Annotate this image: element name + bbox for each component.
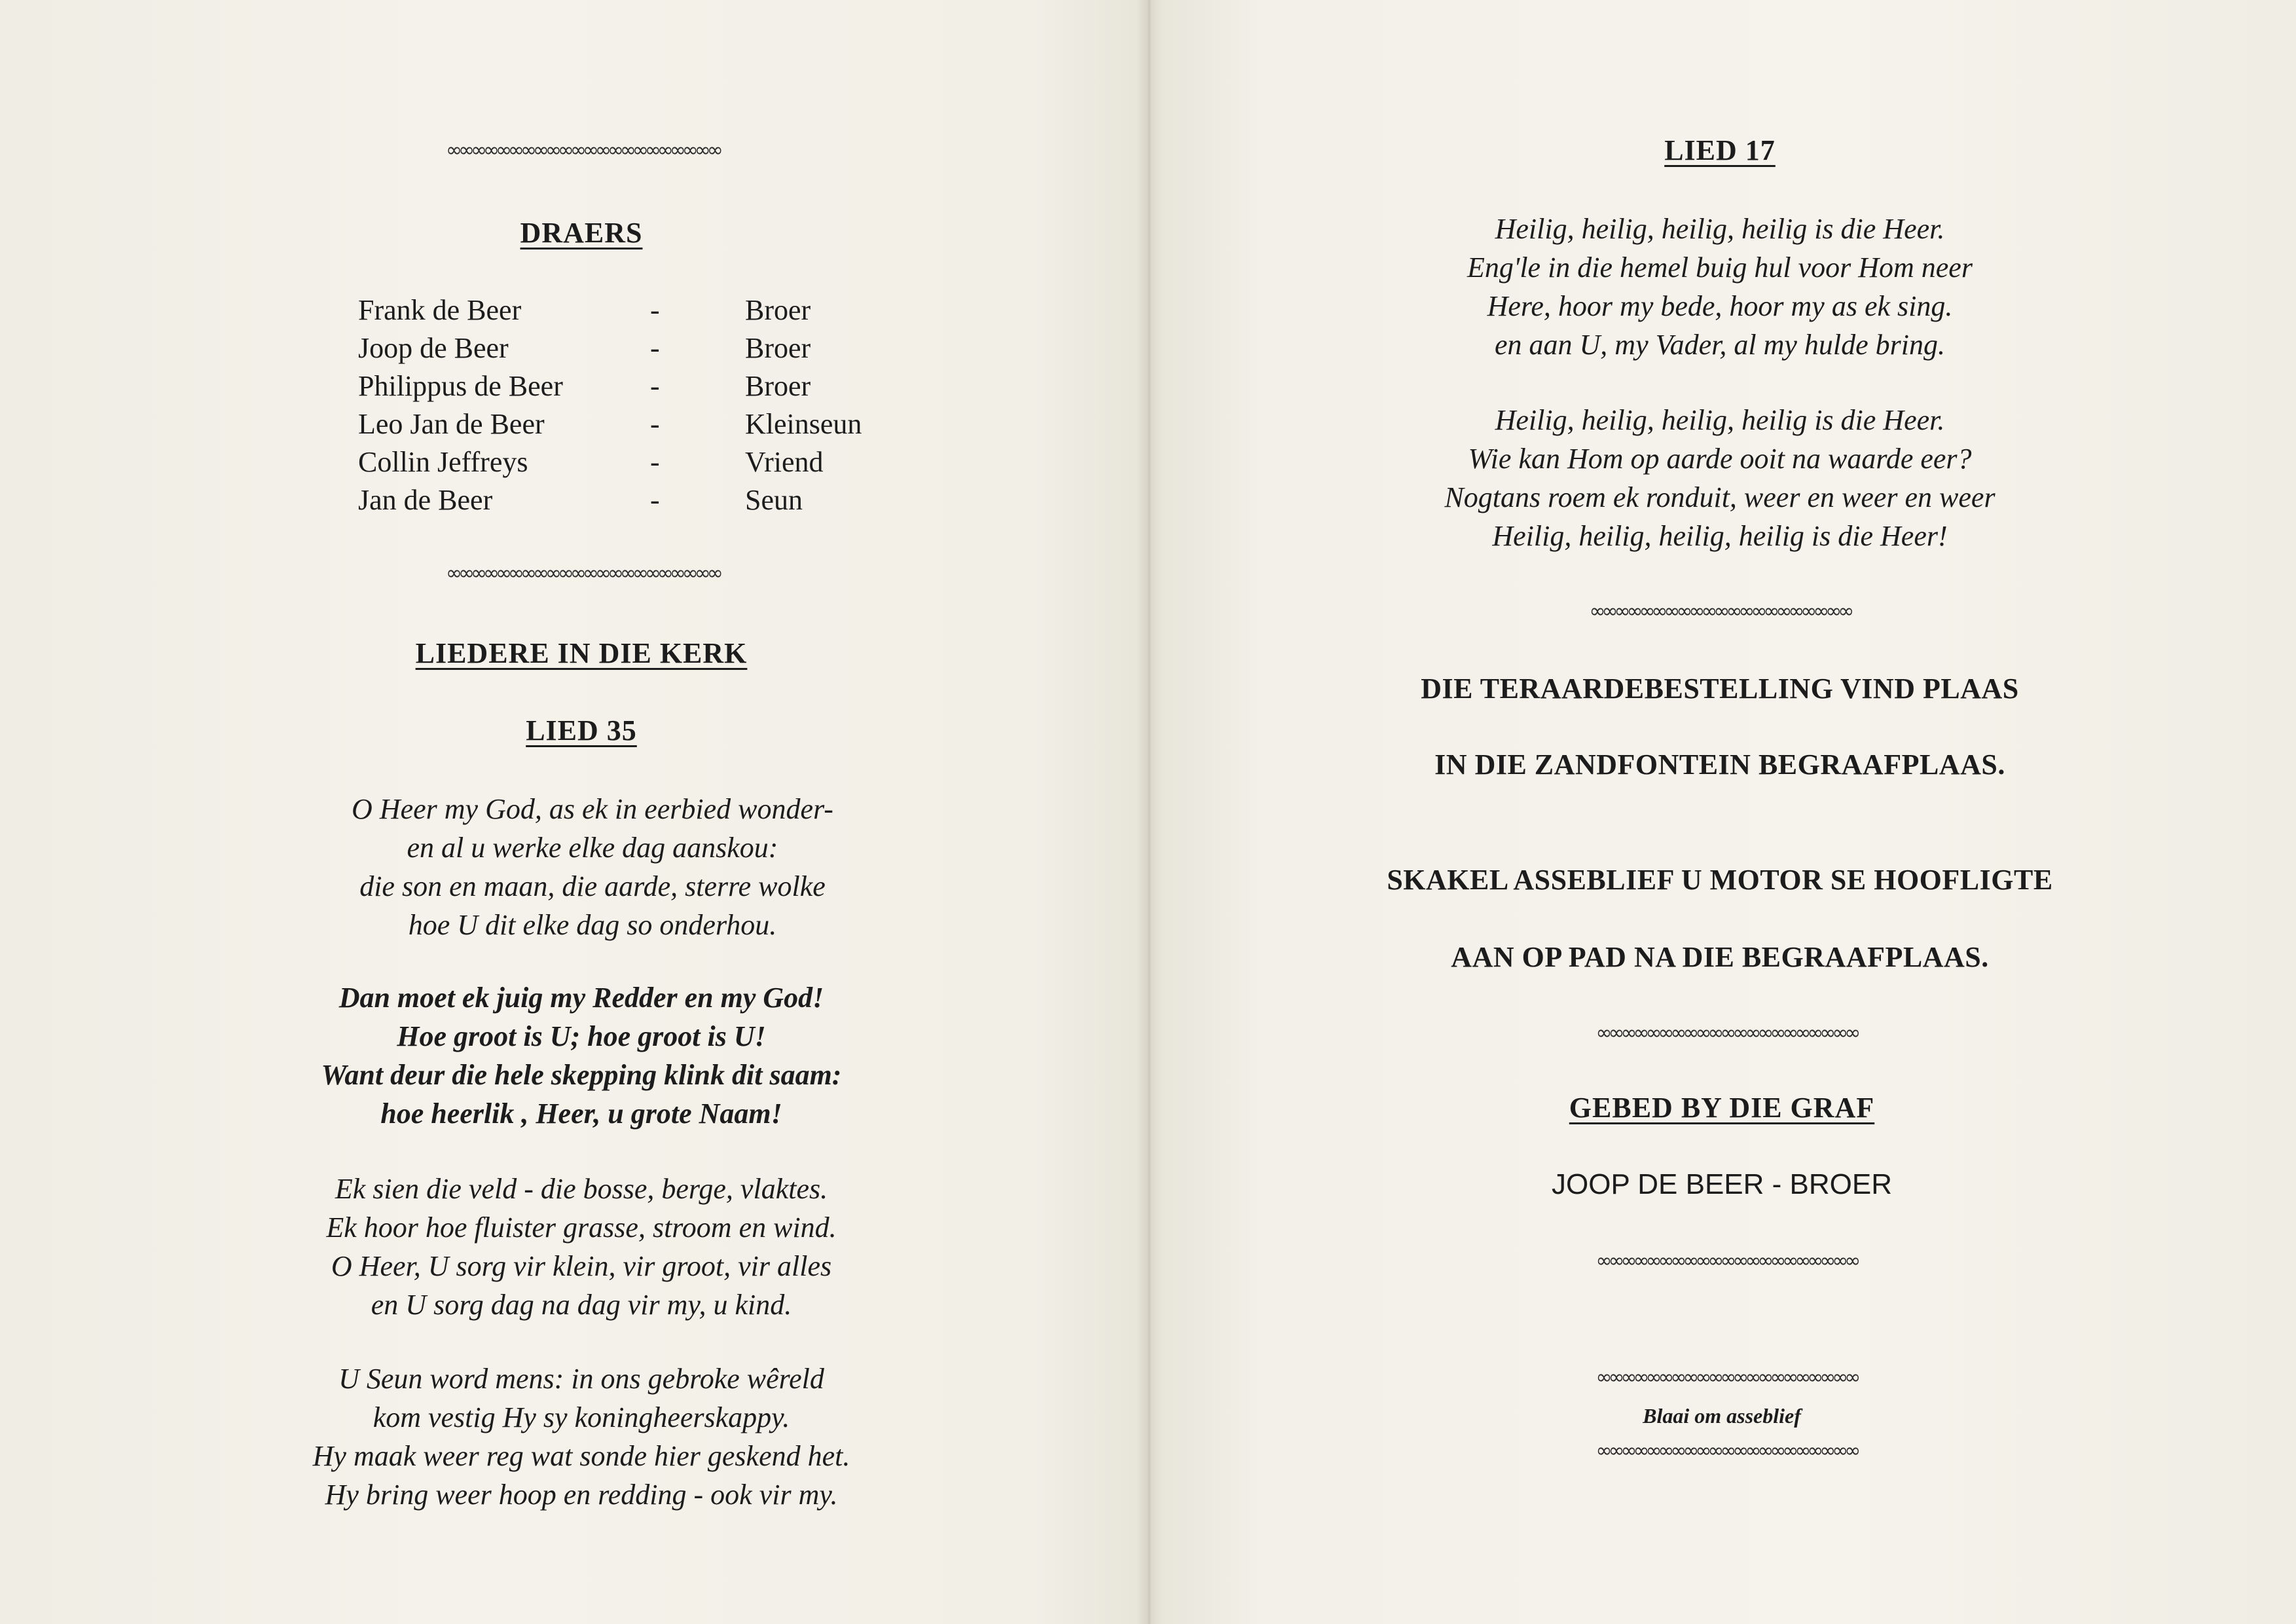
lied-17-verse-1	[1467, 210, 1973, 364]
bearer-dash: -	[650, 484, 660, 516]
turn-over-note: Blaai om asseblief	[1643, 1404, 1801, 1428]
right-page	[1152, 0, 2296, 1624]
bearer-name: Jan de Beer	[358, 484, 493, 516]
bearer-relation: Broer	[745, 294, 811, 326]
verse-line: Ek hoor hoe fluister grasse, stroom en wind.	[326, 1211, 837, 1244]
lied-17-heading: LIED 17	[1664, 134, 1776, 166]
lied-35-verse-2	[326, 1170, 836, 1324]
bearer-name: Frank de Beer	[358, 294, 522, 326]
verse-line: O Heer my God, as ek in eerbied wonder-	[352, 793, 833, 825]
verse-line: Hy bring weer hoop en redding - ook vir my.	[325, 1479, 838, 1511]
verse-line: en aan U, my Vader, al my hulde bring.	[1494, 329, 1946, 361]
bearer-name: Philippus de Beer	[358, 370, 563, 402]
verse-line: U Seun word mens: in ons gebroke wêreld	[338, 1363, 824, 1395]
verse-line: die son en maan, die aarde, sterre wolke	[359, 870, 826, 902]
ornament-divider: ∞∞∞∞∞∞∞∞∞∞∞∞∞∞∞∞∞∞∞∞∞	[1595, 1366, 1857, 1389]
chorus-line: Want deur die hele skepping klink dit saam:	[321, 1059, 842, 1091]
verse-line: Nogtans roem ek ronduit, weer en weer en weer	[1444, 481, 1995, 513]
bearer-dash: -	[650, 446, 660, 478]
verse-line: O Heer, U sorg vir klein, vir groot, vir alles	[331, 1250, 832, 1282]
verse-line: hoe U dit elke dag so onderhou.	[408, 909, 777, 941]
verse-line: Here, hoor my bede, hoor my as ek sing.	[1487, 290, 1953, 322]
verse-line: Heilig, heilig, heilig, heilig is die Heer.	[1495, 404, 1945, 436]
verse-line: Wie kan Hom op aarde ooit na waarde eer?	[1468, 443, 1972, 475]
bearer-relation: Broer	[745, 370, 811, 402]
chorus-line: Dan moet ek juig my Redder en my God!	[338, 982, 824, 1014]
chorus-line: hoe heerlik , Heer, u grote Naam!	[380, 1098, 782, 1130]
ornament-divider: ∞∞∞∞∞∞∞∞∞∞∞∞∞∞∞∞∞∞∞∞∞∞	[446, 139, 720, 162]
verse-line: Heilig, heilig, heilig, heilig is die Heer.	[1495, 213, 1945, 245]
lied-35-verse-1	[352, 790, 833, 944]
bearer-relation: Vriend	[745, 446, 824, 478]
ornament-divider: ∞∞∞∞∞∞∞∞∞∞∞∞∞∞∞∞∞∞∞∞∞	[1595, 1022, 1857, 1044]
bearer-name: Collin Jeffreys	[358, 446, 528, 478]
bearer-name: Joop de Beer	[358, 332, 509, 364]
bearer-dash: -	[650, 294, 660, 326]
ornament-divider: ∞∞∞∞∞∞∞∞∞∞∞∞∞∞∞∞∞∞∞∞∞	[1589, 600, 1851, 623]
bearer-dash: -	[650, 370, 660, 402]
verse-line: Ek sien die veld - die bosse, berge, vlaktes.	[335, 1173, 828, 1205]
bearer-relation: Seun	[745, 484, 803, 516]
songs-heading: LIEDERE IN DIE KERK	[415, 637, 748, 669]
bearer-relation: Broer	[745, 332, 811, 364]
verse-line: en al u werke elke dag aanskou:	[407, 832, 778, 864]
chorus-line: Hoe groot is U; hoe groot is U!	[397, 1020, 766, 1052]
bearers-heading: DRAERS	[520, 217, 643, 249]
verse-line: Heilig, heilig, heilig, heilig is die Heer!	[1492, 520, 1948, 552]
bearer-name: Leo Jan de Beer	[358, 408, 545, 440]
ornament-divider: ∞∞∞∞∞∞∞∞∞∞∞∞∞∞∞∞∞∞∞∞∞	[1595, 1439, 1857, 1462]
verse-line: kom vestig Hy sy koningheerskappy.	[373, 1401, 790, 1433]
lied-35-chorus	[321, 978, 842, 1133]
lied-35-verse-3	[313, 1359, 850, 1514]
lied-35-heading: LIED 35	[526, 714, 637, 747]
ornament-divider: ∞∞∞∞∞∞∞∞∞∞∞∞∞∞∞∞∞∞∞∞∞	[1595, 1249, 1857, 1272]
grave-prayer-person: JOOP DE BEER - BROER	[1552, 1168, 1892, 1200]
headlights-notice-line-2: AAN OP PAD NA DIE BEGRAAFPLAAS.	[1451, 941, 1989, 973]
grave-prayer-heading: GEBED BY DIE GRAF	[1569, 1092, 1875, 1124]
verse-line: en U sorg dag na dag vir my, u kind.	[371, 1289, 792, 1321]
bearer-dash: -	[650, 408, 660, 440]
bearer-dash: -	[650, 332, 660, 364]
verse-line: Eng'le in die hemel buig hul voor Hom neer	[1467, 251, 1973, 284]
headlights-notice-line-1: SKAKEL ASSEBLIEF U MOTOR SE HOOFLIGTE	[1387, 864, 2053, 896]
verse-line: Hy maak weer reg wat sonde hier geskend het.	[312, 1440, 850, 1472]
lied-17-verse-2	[1444, 401, 1995, 555]
burial-notice-line-1: DIE TERAARDEBESTELLING VIND PLAAS	[1421, 673, 2019, 705]
ornament-divider: ∞∞∞∞∞∞∞∞∞∞∞∞∞∞∞∞∞∞∞∞∞∞	[446, 562, 720, 585]
bearer-relation: Kleinseun	[745, 408, 862, 440]
left-page	[0, 0, 1146, 1624]
burial-notice-line-2: IN DIE ZANDFONTEIN BEGRAAFPLAAS.	[1434, 748, 2005, 781]
